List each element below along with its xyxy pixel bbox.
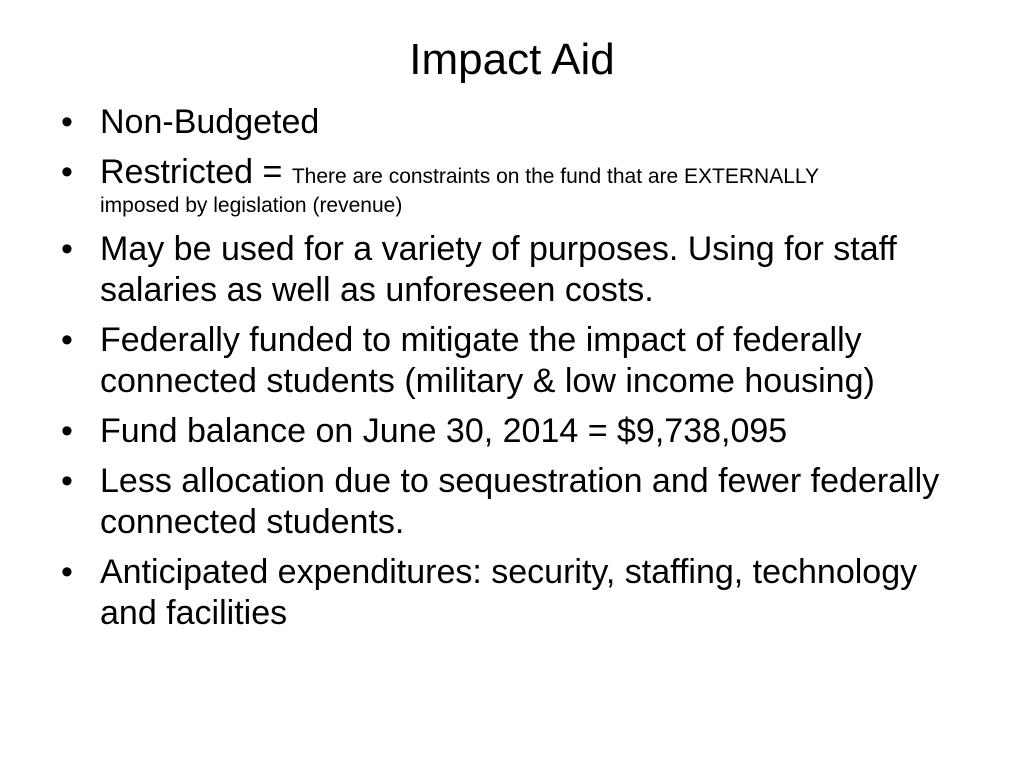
bullet-anticipated-expenditures bbox=[50, 552, 970, 634]
bullet-icon: • bbox=[61, 462, 73, 500]
bullet-icon: • bbox=[61, 230, 73, 268]
bullet-icon: • bbox=[61, 103, 73, 141]
bullet-text: Anticipated expenditures: security, staffing, technology and facilities bbox=[100, 553, 918, 632]
bullet-less-allocation bbox=[50, 461, 970, 543]
bullet-icon: • bbox=[61, 321, 73, 359]
bullet-detail-text-line2: imposed by legislation (revenue) bbox=[100, 194, 403, 217]
bullet-purposes bbox=[50, 229, 970, 311]
bullet-text: Less allocation due to sequestration and fewer federally connected students. bbox=[100, 462, 940, 541]
bullet-text: Federally funded to mitigate the impact of federally connected students (military & low income housing) bbox=[100, 321, 875, 400]
bullet-text: May be used for a variety of purposes. Using for staff salaries as well as unforeseen costs. bbox=[100, 230, 897, 309]
bullet-list bbox=[50, 102, 970, 643]
bullet-lead-text: Restricted = bbox=[100, 153, 292, 191]
bullet-icon: • bbox=[61, 412, 73, 450]
bullet-non-budgeted bbox=[50, 102, 970, 143]
bullet-icon: • bbox=[61, 153, 73, 191]
bullet-icon: • bbox=[61, 553, 73, 591]
bullet-fund-balance bbox=[50, 411, 970, 452]
bullet-text: Non-Budgeted bbox=[100, 103, 320, 141]
bullet-restricted bbox=[50, 152, 970, 219]
bullet-text: Fund balance on June 30, 2014 = $9,738,095 bbox=[100, 412, 788, 450]
bullet-federally-funded bbox=[50, 320, 970, 402]
bullet-detail-text: There are constraints on the fund that are EXTERNALLY bbox=[291, 165, 820, 188]
slide-title: Impact Aid bbox=[409, 35, 615, 84]
